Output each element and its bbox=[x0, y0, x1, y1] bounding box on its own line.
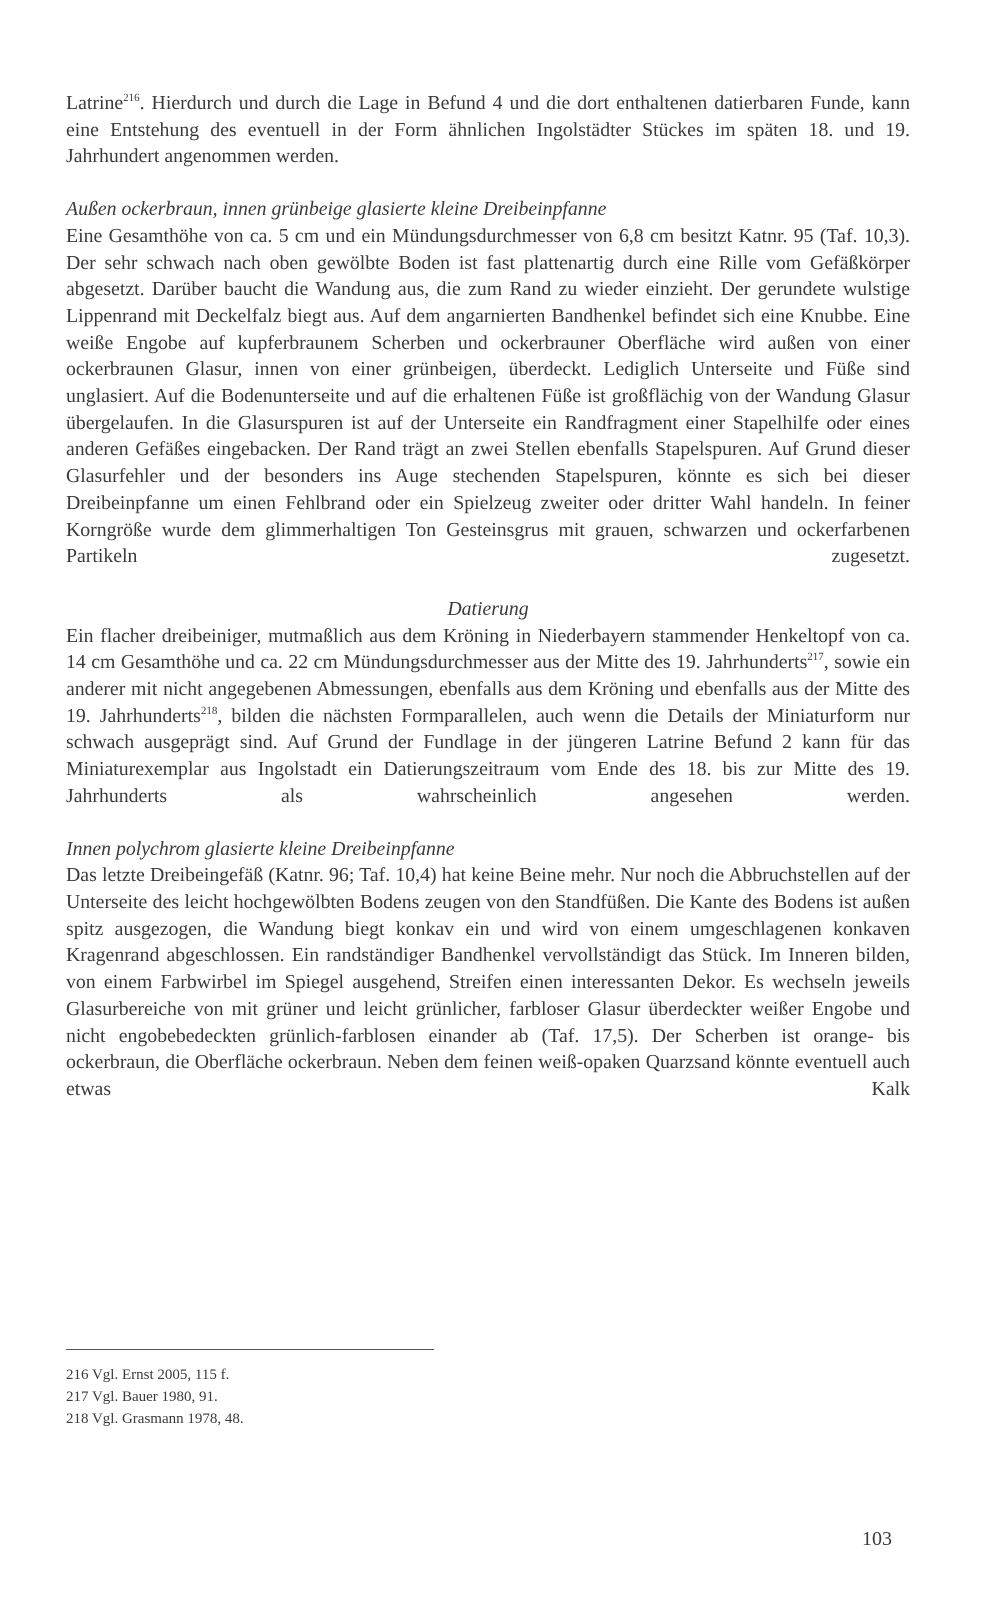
datierung-text-2: , sowie ein anderer mit nicht angegebenen Abmessungen, ebenfalls aus dem Kröning und ebenfalls aus der Mitte des 19. Jahrhunderts bbox=[66, 651, 910, 727]
footnote-ref-216[interactable]: 216 bbox=[123, 92, 140, 104]
page-body bbox=[66, 90, 910, 1103]
footnote-217: 217 Vgl. Bauer 1980, 91. bbox=[66, 1389, 218, 1405]
datierung-text-1: Ein flacher dreibeiniger, mutmaßlich aus dem Kröning in Niederbayern stammender Henkeltopf von ca. 14 cm Gesamthöhe und ca. 22 cm Mündungsdurchmesser aus der Mitte des 19. Jahrhunderts bbox=[66, 624, 910, 674]
page-number: 103 bbox=[862, 1528, 892, 1550]
footnote-218: 218 Vgl. Grasmann 1978, 48. bbox=[66, 1411, 244, 1427]
section-heading-polychrom: Innen polychrom glasierte kleine Dreibeinpfanne bbox=[66, 837, 455, 860]
datierung-text-3: , bilden die nächsten Formparallelen, auch wenn die Details der Miniaturform nur schwach ausgeprägt sind. Auf Grund der Fundlage in der jüngeren Latrine Befund 2 kann für das Miniaturexemplar aus Ingolstadt ein Datierungszeitraum vom Ende des 18. bis zur Mitte des 19. Jahrhunderts als wahrscheinlich angesehen werden. bbox=[66, 704, 910, 807]
footnote-216: 216 Vgl. Ernst 2005, 115 f. bbox=[66, 1367, 230, 1383]
section-paragraph-polychrom: Das letzte Dreibeingefäß (Katnr. 96; Taf. 10,4) hat keine Beine mehr. Nur noch die Abbruchstellen auf der Unterseite des leicht hochgewölbten Bodens zeugen von den Standfüßen. Die Kante des Bodens ist außen spitz ausgezogen, die Wandung biegt konkav ein und wird von einem umgeschlagenen konkaven Kragenrand abgeschlossen. Ein randständiger Bandhenkel vervollständigt das Stück. Im Inneren bilden, von einem Farbwirbel im Spiegel ausgehend, Streifen einen interessanten Dekor. Es wechseln jeweils Glasurbereiche von mit grüner und leicht grünlicher, farbloser Glasur überdeckter weißer Engobe und nicht engobebedeckten grünlich-farblosen einander ab (Taf. 17,5). Der Scherben ist orange- bis ockerbraun, die Oberfläche ockerbraun. Neben dem feinen weiß-opaken Quarzsand könnte eventuell auch etwas Kalk bbox=[66, 864, 910, 1100]
footnote-ref-217[interactable]: 217 bbox=[807, 651, 824, 664]
section-heading-datierung: Datierung bbox=[447, 597, 529, 620]
section-heading: Außen ockerbraun, innen grünbeige glasierte kleine Dreibeinpfanne bbox=[66, 198, 607, 221]
section-dreibeinpfanne-95 bbox=[66, 196, 910, 570]
footnote-ref-218[interactable]: 218 bbox=[200, 704, 218, 717]
intro-text-start: Latrine bbox=[66, 92, 124, 114]
datierung-paragraph bbox=[66, 623, 910, 810]
section-datierung bbox=[66, 596, 910, 810]
section-dreibeinpfanne-96 bbox=[66, 836, 910, 1103]
section-paragraph: Eine Gesamthöhe von ca. 5 cm und ein Mündungsdurchmesser von 6,8 cm besitzt Katnr. 95 (Taf. 10,3). Der sehr schwach nach oben gewölbte Boden ist fast plattenartig durch eine Rille vom Gefäßkörper abgesetzt. Darüber baucht die Wandung aus, die zum Rand zu wieder einzieht. Der gerundete wulstige Lippenrand mit Deckelfalz biegt aus. Auf dem angarnierten Bandhenkel befindet sich eine Knubbe. Eine weiße Engobe auf kupferbraunem Scherben und ockerbrauner Oberfläche wird außen von einer ockerbraunen Glasur, innen von einer grünbeigen, überdeckt. Lediglich Unterseite und Füße sind unglasiert. Auf die Bodenunterseite und auf die erhaltenen Füße ist großflächig von der Wandung Glasur übergelaufen. In die Glasurspuren ist auf der Unterseite ein Randfragment einer Stapelhilfe oder eines anderen Gefäßes eingebacken. Der Rand trägt an zwei Stellen ebenfalls Stapelspuren. Auf Grund dieser Glasurfehler und der besonders ins Auge stechenden Stapelspuren, könnte es sich bei dieser Dreibeinpfanne um einen Fehlbrand oder ein Spielzeug zweiter oder dritter Wahl handeln. In feiner Korngröße wurde dem glimmerhaltigen Ton Gesteinsgrus mit grauen, schwarzen und ockerfarbenen Partikeln zugesetzt. bbox=[66, 224, 910, 568]
intro-text-rest: . Hierdurch und durch die Lage in Befund 4 und die dort enthaltenen datierbaren Funde, kann eine Entstehung des eventuell in der Form ähnlichen Ingolstädter Stückes im späten 18. und 19. Jahrhundert angenommen werden. bbox=[66, 92, 910, 168]
intro-paragraph bbox=[66, 90, 910, 170]
footnotes bbox=[66, 1364, 244, 1430]
footnote-divider bbox=[66, 1349, 434, 1350]
